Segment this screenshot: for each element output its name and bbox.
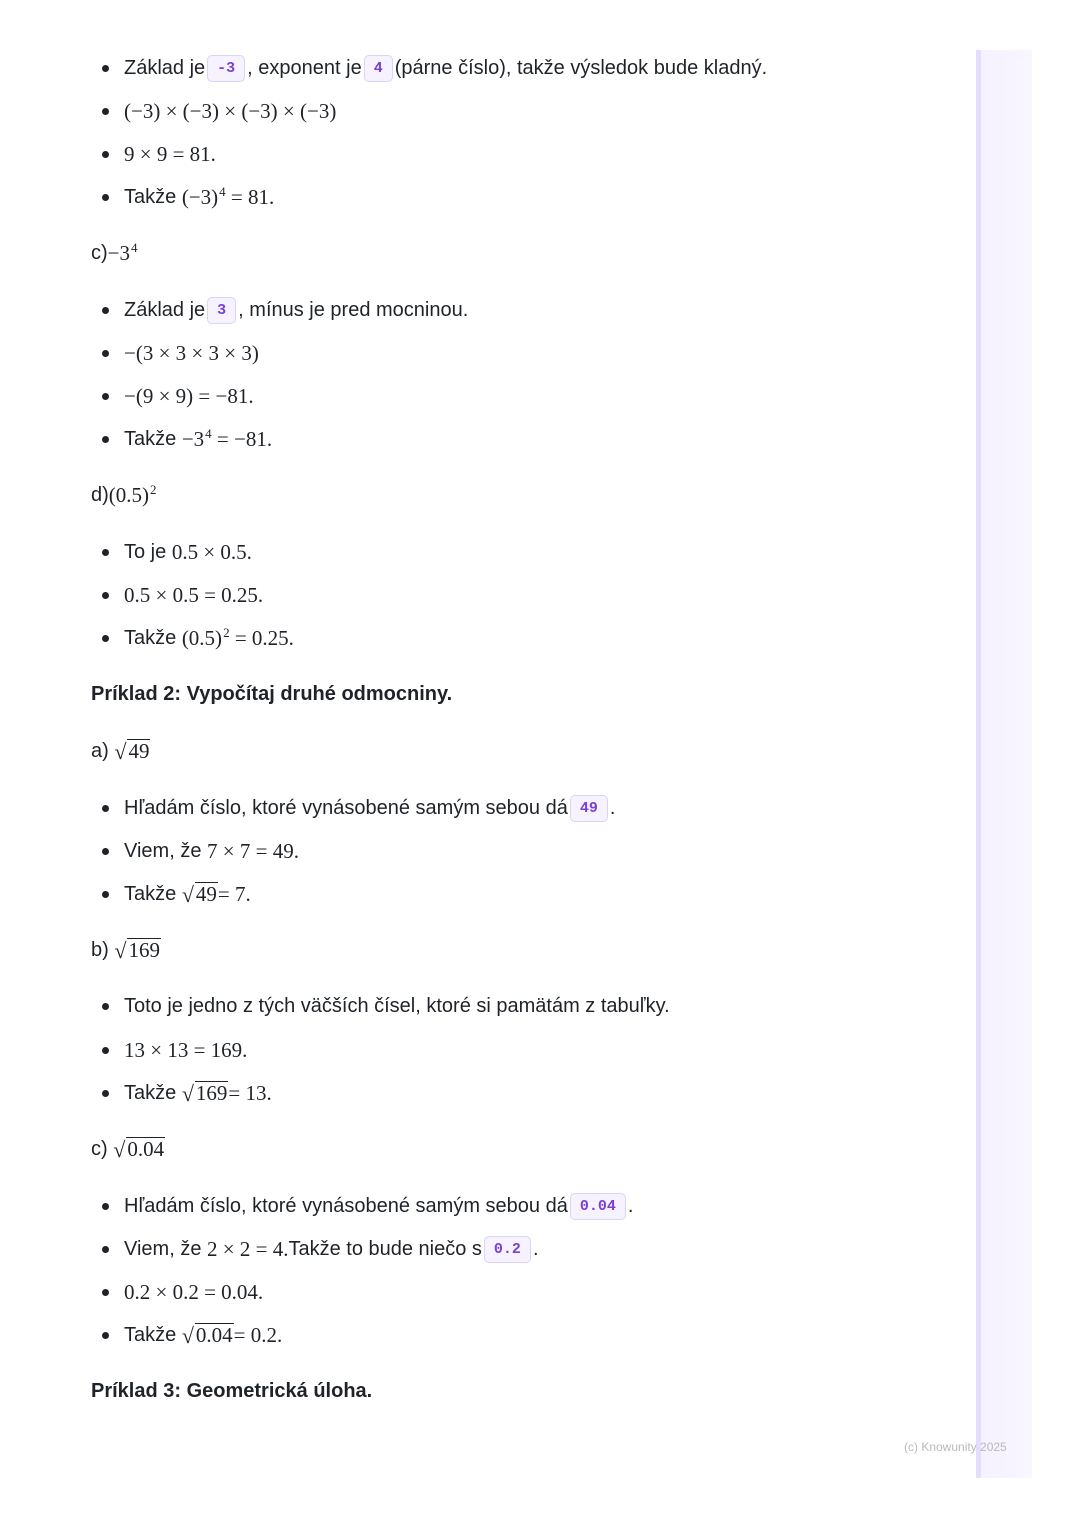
subsection-label: c) √ 0.04 — [91, 1136, 165, 1162]
subsection-label: b) √ 169 — [91, 937, 160, 963]
list-item — [124, 1034, 247, 1066]
math-expression: 9 × 9 = 81. — [124, 141, 216, 166]
text: , mínus je pred mocninou. — [238, 299, 469, 321]
subsection-label: d) $(0.5)^2$ — [91, 481, 157, 507]
text: Viem, že — [124, 1238, 202, 1260]
inline-code: 4 — [364, 55, 393, 82]
list-item — [124, 1233, 539, 1265]
text: Viem, že — [124, 840, 202, 862]
math-expression: 7 × 7 = 49. — [207, 838, 299, 863]
text: Takže — [124, 1082, 177, 1104]
sqrt-expression: √ 0.04 — [181, 1322, 233, 1348]
math-expression: = 13. — [228, 1080, 272, 1105]
list-item — [124, 1190, 633, 1222]
text: Hľadám číslo, ktoré vynásobené samým sebou dá — [124, 1195, 568, 1217]
text: Takže — [124, 1324, 177, 1346]
text: Takže — [124, 883, 177, 905]
list-item — [124, 138, 216, 170]
text: Takže to bude niečo s — [288, 1238, 482, 1260]
copyright-footer: (c) Knowunity 2025 — [904, 1440, 1007, 1454]
list-item — [124, 1276, 263, 1308]
text: . — [627, 1195, 634, 1217]
math-expression: 0.5 × 0.5. — [171, 539, 252, 564]
sqrt-expression: √ 0.04 — [113, 1136, 165, 1162]
list-item — [124, 622, 294, 654]
text: Takže — [124, 428, 177, 450]
math-expression: = 7. — [217, 881, 251, 906]
text: To je — [124, 541, 167, 563]
list-item — [124, 1319, 282, 1351]
text: Základ je — [124, 57, 206, 79]
list-item — [124, 835, 299, 867]
list-item — [124, 52, 767, 84]
inline-code: 3 — [207, 297, 236, 324]
section-heading: Príklad 3: Geometrická úloha. — [91, 1380, 373, 1402]
list-item — [124, 294, 468, 326]
math-expression: (−3) × (−3) × (−3) × (−3) — [124, 98, 337, 123]
sqrt-expression: √ 49 — [114, 738, 150, 764]
text: , exponent je — [247, 57, 362, 79]
text: Hľadám číslo, ktoré vynásobené samým sebou dá — [124, 797, 568, 819]
sqrt-expression: √ 169 — [114, 937, 160, 963]
math-expression: −(9 × 9) = −81. — [124, 383, 254, 408]
inline-code: -3 — [207, 55, 245, 82]
text: Toto je jedno z tých väčších čísel, ktoré si pamätám z tabuľky. — [124, 995, 670, 1017]
side-scroll-panel — [976, 50, 1032, 1478]
math-expression: $(0.5)^2 = 0.25$. — [181, 624, 294, 650]
list-item — [124, 181, 274, 213]
section-heading: Príklad 2: Vypočítaj druhé odmocniny. — [91, 683, 453, 705]
list-item — [124, 1077, 272, 1109]
list-item — [124, 380, 254, 412]
math-expression: 0.5 × 0.5 = 0.25. — [124, 582, 264, 607]
sqrt-expression: √ 49 — [181, 881, 217, 907]
text: Základ je — [124, 299, 206, 321]
math-expression: $-3^4 = -81$. — [181, 425, 273, 451]
sqrt-expression: √ 169 — [181, 1080, 228, 1106]
inline-code: 0.2 — [484, 1236, 531, 1263]
list-item — [124, 423, 272, 455]
text: Takže — [124, 186, 177, 208]
text: . — [609, 797, 616, 819]
math-expression: −(3 × 3 × 3 × 3) — [124, 340, 259, 365]
inline-code: 49 — [570, 795, 608, 822]
list-item — [124, 95, 336, 127]
subsection-label: a) √ 49 — [91, 738, 150, 764]
math-expression: 13 × 13 = 169. — [124, 1037, 248, 1062]
subsection-label: c) $-3^4$ — [91, 239, 138, 265]
list-item — [124, 579, 263, 611]
text: . — [532, 1238, 539, 1260]
text: (párne číslo), takže výsledok bude kladný. — [394, 57, 768, 79]
math-expression: 0.2 × 0.2 = 0.04. — [124, 1279, 264, 1304]
list-item — [124, 990, 670, 1022]
math-expression: = 0.2. — [233, 1322, 283, 1347]
list-item — [124, 792, 615, 824]
math-expression: 2 × 2 = 4. — [207, 1236, 289, 1261]
list-item — [124, 536, 252, 568]
math-expression: $(-3)^4 = 81$. — [181, 183, 275, 209]
list-item — [124, 878, 251, 910]
inline-code: 0.04 — [570, 1193, 626, 1220]
list-item — [124, 337, 259, 369]
text: Takže — [124, 627, 177, 649]
